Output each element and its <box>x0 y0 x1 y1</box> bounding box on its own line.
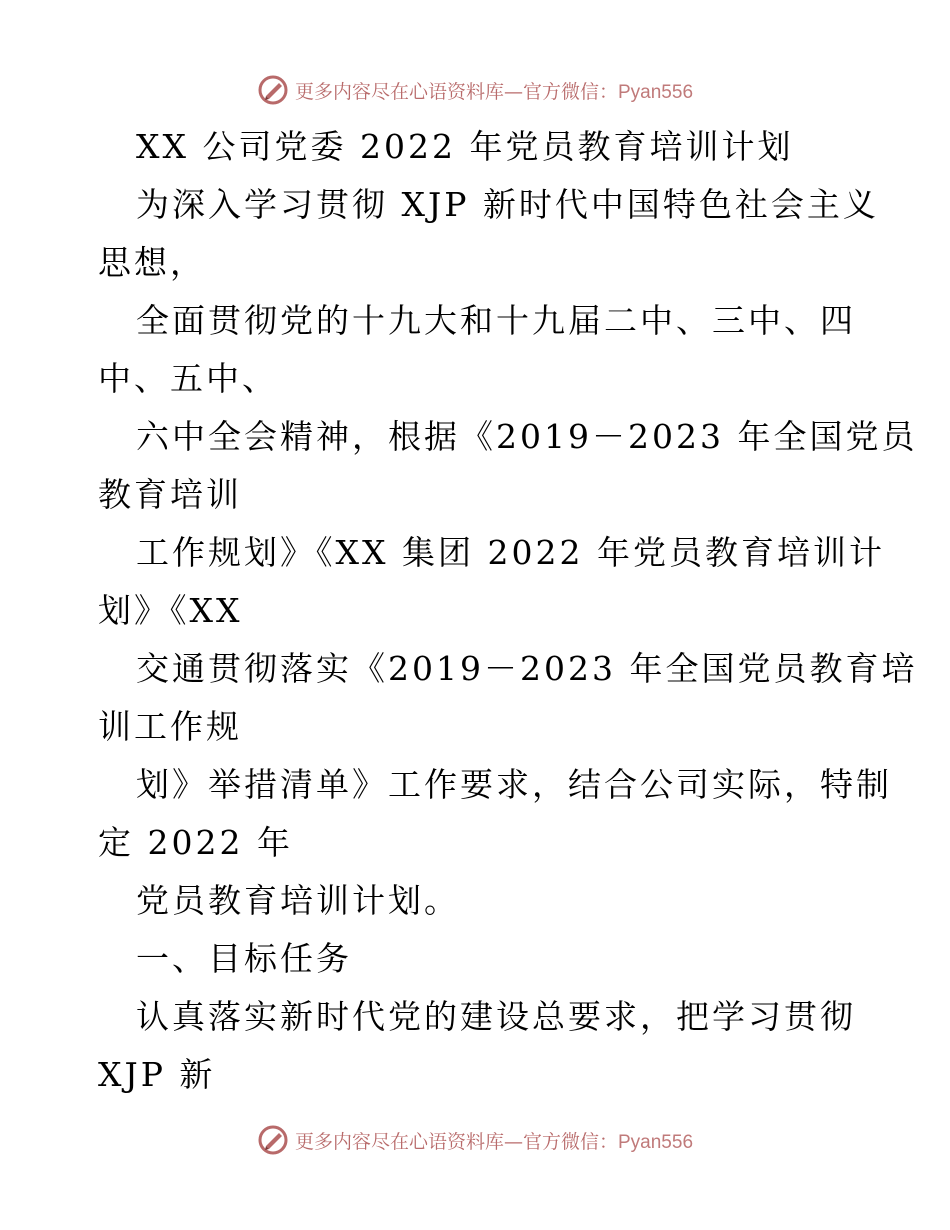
text-line: XX 公司党委 2022 年党员教育培训计划 <box>136 127 794 166</box>
watermark-label: 更多内容尽在心语资料库—官方微信： <box>294 1130 618 1153</box>
text-line: 划》举措清单》工作要求，结合公司实际，特制 <box>136 765 892 804</box>
text-line: 六中全会精神，根据《2019－2023 年全国党员 <box>136 417 918 456</box>
text-line: 全面贯彻党的十九大和十九届二中、三中、四 <box>136 301 856 340</box>
text-line: 为深入学习贯彻 XJP 新时代中国特色社会主义 <box>136 185 879 224</box>
pen-seal-icon <box>257 1124 289 1156</box>
watermark-text <box>295 77 693 104</box>
watermark-wechat-id: Pyan556 <box>618 81 694 103</box>
text-line: 思想， <box>98 243 206 282</box>
header-watermark <box>0 70 950 110</box>
text-line: 认真落实新时代党的建设总要求，把学习贯彻 <box>136 997 856 1036</box>
text-line: 训工作规 <box>98 707 242 746</box>
text-line: 一、目标任务 <box>136 939 352 978</box>
text-line: 中、五中、 <box>98 359 278 398</box>
text-line: 党员教育培训计划。 <box>136 881 460 920</box>
text-line: XJP 新 <box>98 1055 216 1094</box>
footer-watermark <box>0 1120 950 1160</box>
text-line: 划》《XX <box>98 591 243 630</box>
watermark-text <box>295 1127 693 1154</box>
pen-seal-icon <box>257 74 289 106</box>
watermark-wechat-id: Pyan556 <box>618 1131 694 1153</box>
watermark-label: 更多内容尽在心语资料库—官方微信： <box>294 80 618 103</box>
text-line: 定 2022 年 <box>98 823 293 862</box>
document-body <box>98 118 918 1104</box>
text-line: 交通贯彻落实《2019－2023 年全国党员教育培 <box>136 649 918 688</box>
text-line: 教育培训 <box>98 475 242 514</box>
text-line: 工作规划》《XX 集团 2022 年党员教育培训计 <box>136 533 885 572</box>
